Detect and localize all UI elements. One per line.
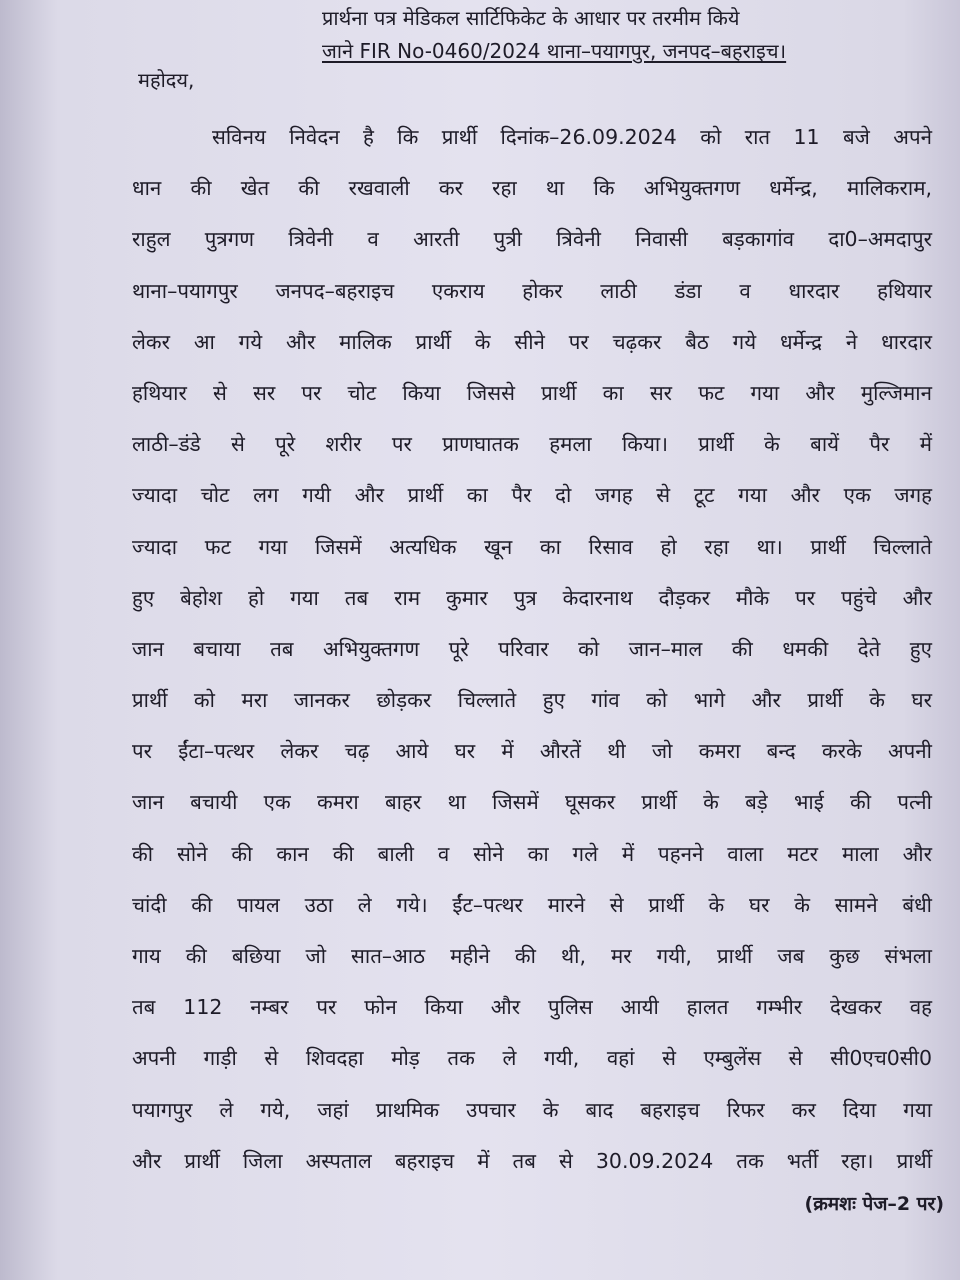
body-line: जान बचायी एक कमरा बाहर था जिसमें घूसकर प्रार्थी के बड़े भाई की पत्नी [132,790,932,815]
body-line: पयागपुर ले गये, जहां प्राथमिक उपचार के बाद बहराइच रिफर कर दिया गया [132,1097,932,1122]
body-line: प्रार्थी को मरा जानकर छोड़कर चिल्लाते हुए गांव को भागे और प्रार्थी के घर [132,688,932,713]
body-paragraph [132,112,932,1187]
subject-line-2: जाने FIR No-0460/2024 थाना–पयागपुर, जनपद–बहराइच। [322,39,787,63]
body-line: चांदी की पायल उठा ले गये। ईंट–पत्थर मारने से प्रार्थी के घर के सामने बंधी [132,892,932,917]
body-line: हुए बेहोश हो गया तब राम कुमार पुत्र केदारनाथ दौड़कर मौके पर पहुंचे और [132,585,932,610]
body-line: गाय की बछिया जो सात–आठ महीने की थी, मर गयी, प्रार्थी जब कुछ संभला [132,944,932,968]
body-line: तब 112 नम्बर पर फोन किया और पुलिस आयी हालत गम्भीर देखकर वह [132,995,932,1020]
body-line: धान की खेत की रखवाली कर रहा था कि अभियुक्तगण धर्मेन्द्र, मालिकराम, [132,176,932,201]
body-line: ज्यादा फट गया जिसमें अत्यधिक खून का रिसाव हो रहा था। प्रार्थी चिल्लाते [132,534,932,559]
body-line: लेकर आ गये और मालिक प्रार्थी के सीने पर चढ़कर बैठ गये धर्मेन्द्र ने धारदार [132,329,932,354]
body-line: थाना–पयागपुर जनपद–बहराइच एकराय होकर लाठी डंडा व धारदार हथियार [132,278,932,303]
subject-heading [322,2,922,68]
body-line: हथियार से सर पर चोट किया जिससे प्रार्थी का सर फट गया और मुल्जिमान [132,380,932,405]
body-line: की सोने की कान की बाली व सोने का गले में पहनने वाला मटर माला और [132,841,932,866]
continued-note: (क्रमशः पेज–2 पर) [804,1193,944,1215]
body-line: सविनय निवेदन है कि प्रार्थी दिनांक–26.09.2024 को रात 11 बजे अपने [212,125,932,149]
body-line: पर ईंटा–पत्थर लेकर चढ़ आये घर में औरतें थी जो कमरा बन्द करके अपनी [132,739,932,764]
body-line: और प्रार्थी जिला अस्पताल बहराइच में तब से 30.09.2024 तक भर्ती रहा। प्रार्थी [132,1148,932,1173]
body-line: लाठी–डंडे से पूरे शरीर पर प्राणघातक हमला किया। प्रार्थी के बायें पैर में [132,432,932,457]
body-line: जान बचाया तब अभियुक्तगण पूरे परिवार को जान–माल की धमकी देते हुए [132,636,932,661]
salutation: महोदय, [138,68,195,92]
body-line: राहुल पुत्रगण त्रिवेनी व आरती पुत्री त्रिवेनी निवासी बड़कागांव दा0–अमदापुर [132,227,932,252]
body-line: ज्यादा चोट लग गयी और प्रार्थी का पैर दो जगह से टूट गया और एक जगह [132,483,932,508]
body-line: अपनी गाड़ी से शिवदहा मोड़ तक ले गयी, वहां से एम्बुलेंस से सी0एच0सी0 [132,1046,932,1071]
subject-line-1: प्रार्थना पत्र मेडिकल सार्टिफिकेट के आधार पर तरमीम किये [322,6,740,30]
